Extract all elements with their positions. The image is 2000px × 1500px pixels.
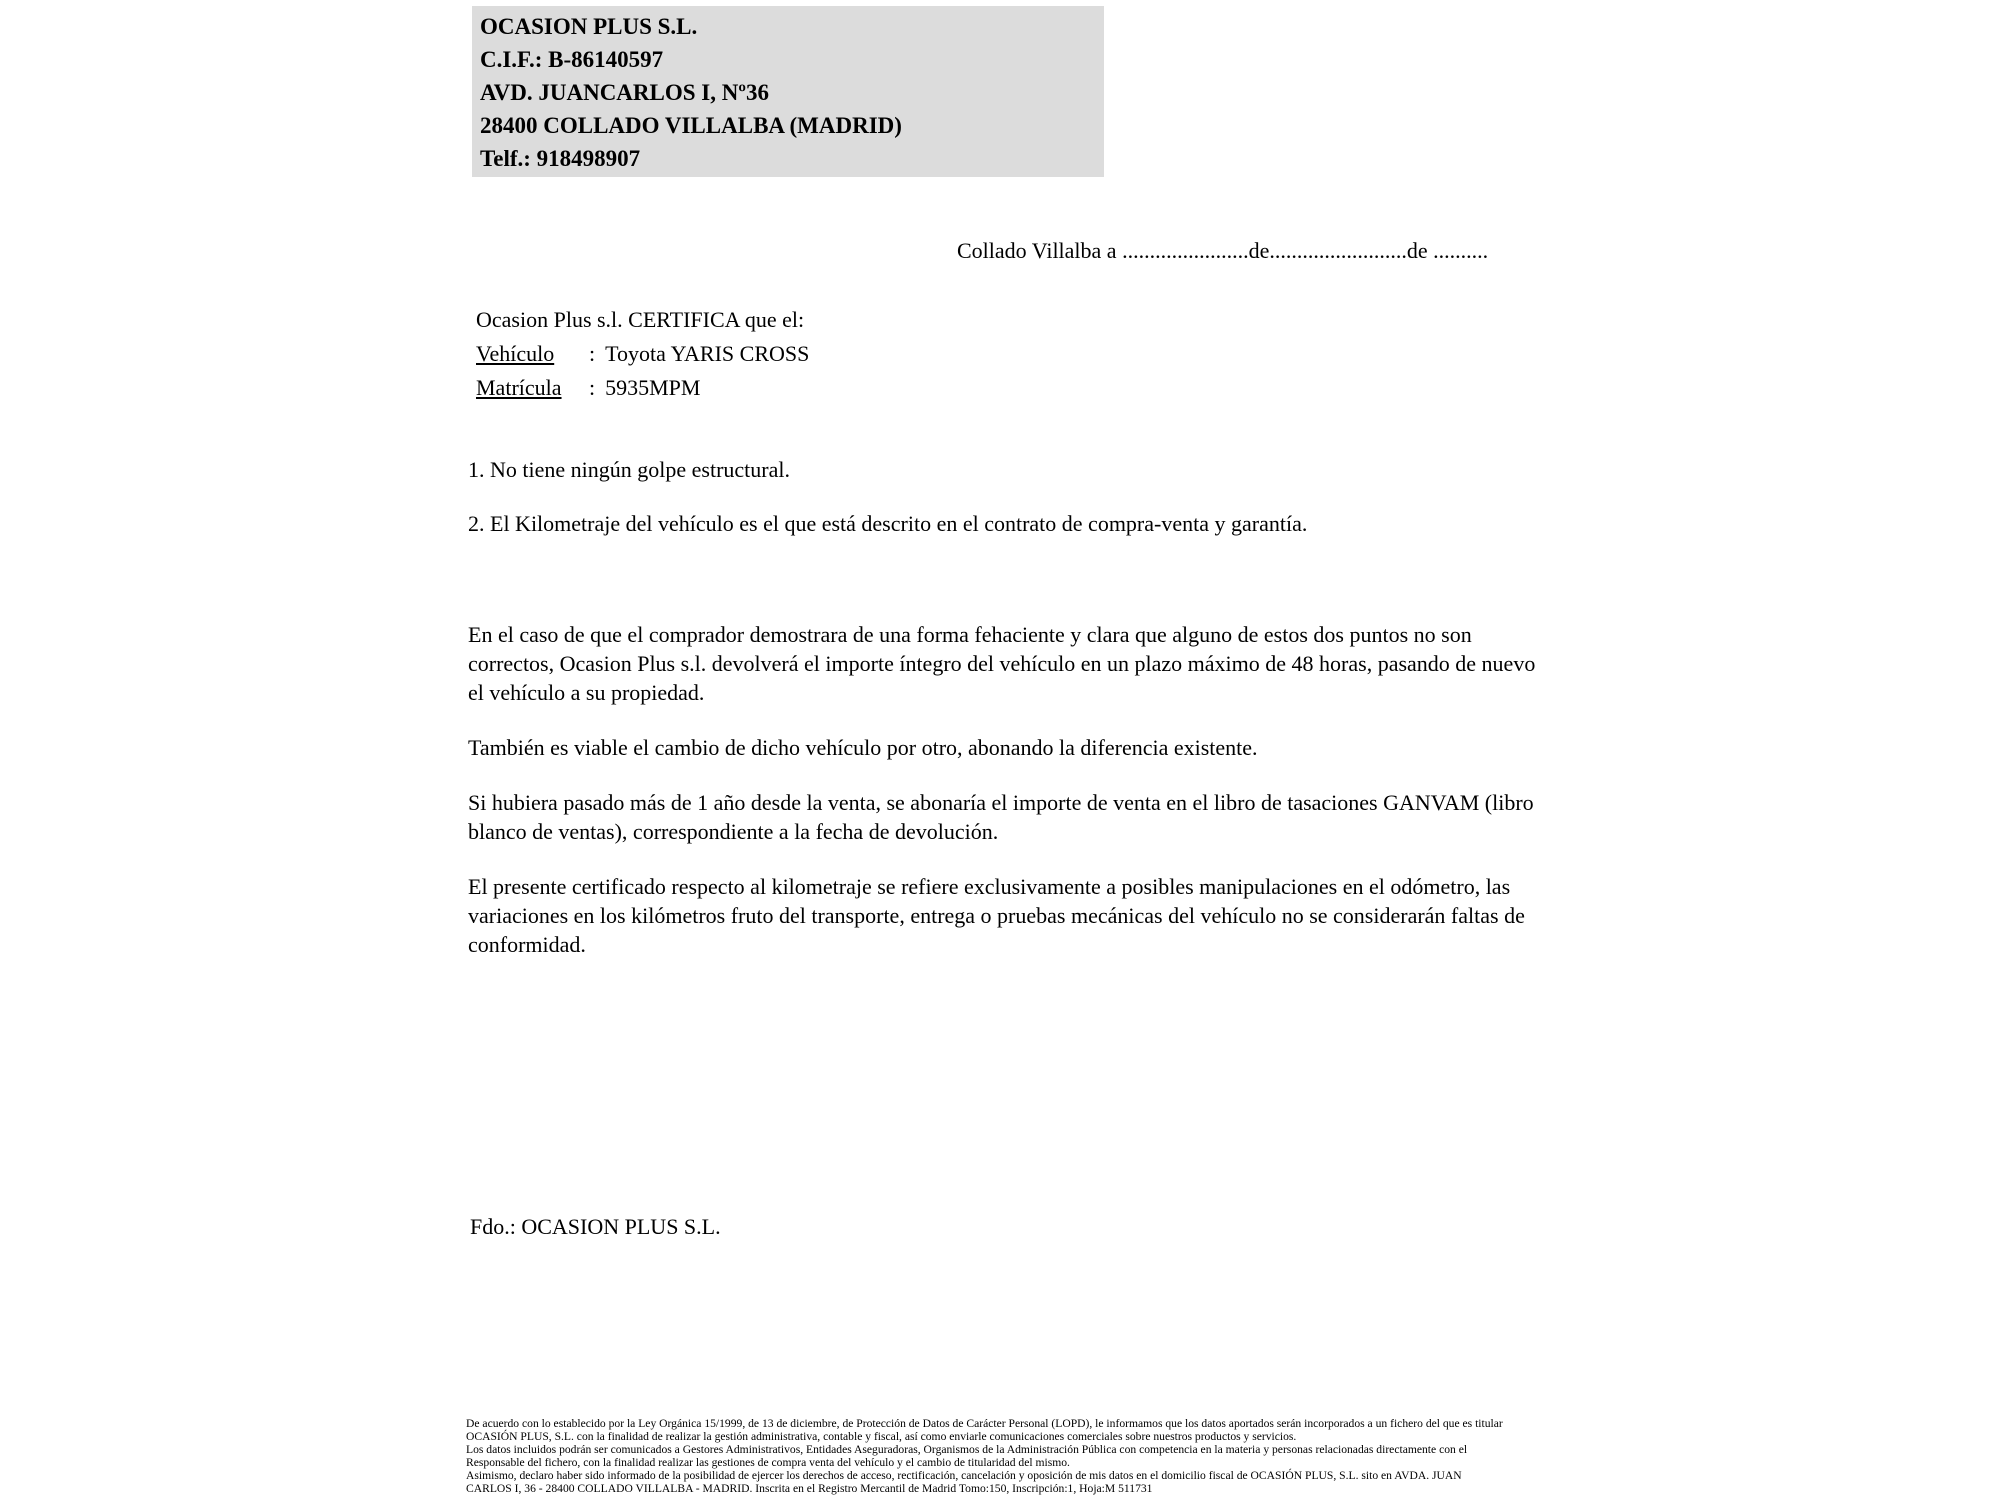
vehicle-label: Vehículo: [476, 341, 555, 366]
legal-footer-line: OCASIÓN PLUS, S.L. con la finalidad de realizar la gestión administrativa, contable y fiscal, así como enviarle comunicaciones comerciales sobre nuestros productos y servicios.: [466, 1430, 1297, 1443]
legal-footer: [466, 1417, 1566, 1495]
paragraph-ganvam: Si hubiera pasado más de 1 año desde la venta, se abonaría el importe de venta en el libro de tasaciones GANVAM (libro blanco de ventas), correspondiente a la fecha de devolución.: [468, 790, 1534, 844]
legal-footer-line: Los datos incluidos podrán ser comunicados a Gestores Administrativos, Entidades Aseguradoras, Organismos de la Administración Pública con competencia en la materia y personas relacionadas directamente con el: [466, 1443, 1468, 1456]
vehicle-value: Toyota YARIS CROSS: [605, 341, 810, 366]
plate-field-row: [476, 371, 809, 405]
vehicle-field-row: [476, 337, 809, 371]
legal-footer-line: CARLOS I, 36 - 28400 COLLADO VILLALBA - MADRID. Inscrita en el Registro Mercantil de Madrid Tomo:150, Inscripción:1, Hoja:M 511731: [466, 1482, 1153, 1495]
certify-intro: Ocasion Plus s.l. CERTIFICA que el:: [476, 307, 805, 332]
legal-footer-line: De acuerdo con lo establecido por la Ley Orgánica 15/1999, de 13 de diciembre, de Protección de Datos de Carácter Personal (LOPD), le informamos que los datos aportados serán incorporados a un fichero del que es titular: [466, 1417, 1503, 1430]
plate-label-wrap: [476, 371, 589, 405]
plate-value: 5935MPM: [605, 375, 701, 400]
vehicle-label-wrap: [476, 337, 589, 371]
legal-footer-line: Asimismo, declaro haber sido informado de la posibilidad de ejercer los derechos de acceso, rectificación, cancelación y oposición de mis datos en el domicilio fiscal de OCASIÓN PLUS, S.L. sito en AVDA. JUAN: [466, 1469, 1462, 1482]
company-cif: C.I.F.: B-86140597: [480, 47, 664, 72]
numbered-items: [468, 455, 1543, 563]
body-paragraphs: [468, 620, 1540, 985]
date-line: Collado Villalba a .......................de.........................de ..........: [957, 238, 1489, 263]
plate-label: Matrícula: [476, 375, 562, 400]
item-1: 1. No tiene ningún golpe estructural.: [468, 457, 790, 482]
company-phone: Telf.: 918498907: [480, 146, 641, 171]
company-header-box: [472, 6, 1104, 177]
paragraph-odometer: El presente certificado respecto al kilometraje se refiere exclusivamente a posibles manipulaciones en el odómetro, las variaciones en los kilómetros fruto del transporte, entrega o pruebas mecánicas del vehículo no se considerarán faltas de conformidad.: [468, 874, 1525, 957]
signature-line: Fdo.: OCASION PLUS S.L.: [470, 1214, 721, 1239]
legal-footer-line: Responsable del fichero, con la finalidad realizar las gestiones de compra venta del vehículo y el cambio de titularidad del mismo.: [466, 1456, 1070, 1469]
plate-separator: :: [589, 375, 596, 400]
certify-block: [476, 303, 809, 405]
company-city: 28400 COLLADO VILLALBA (MADRID): [480, 113, 902, 138]
company-name: OCASION PLUS S.L.: [480, 14, 698, 39]
vehicle-separator: :: [589, 341, 596, 366]
paragraph-refund: En el caso de que el comprador demostrara de una forma fehaciente y clara que alguno de estos dos puntos no son correctos, Ocasion Plus s.l. devolverá el importe íntegro del vehículo en un plazo máximo de 48 horas, pasando de nuevo el vehículo a su propiedad.: [468, 622, 1536, 705]
paragraph-exchange: También es viable el cambio de dicho vehículo por otro, abonando la diferencia existente.: [468, 735, 1258, 760]
item-2: 2. El Kilometraje del vehículo es el que está descrito en el contrato de compra-venta y garantía.: [468, 511, 1308, 536]
company-address: AVD. JUANCARLOS I, Nº36: [480, 80, 769, 105]
